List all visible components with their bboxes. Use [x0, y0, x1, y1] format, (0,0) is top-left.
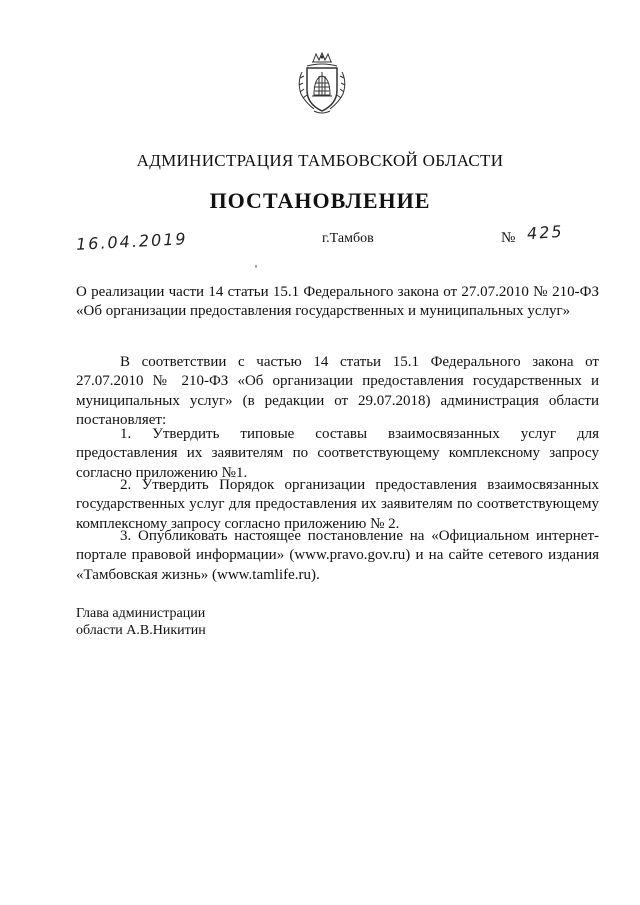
decree-subject: О реализации части 14 статьи 15.1 Федерального закона от 27.07.2010 № 210-ФЗ «Об организации предоставления государственных и муниципальных услуг»: [76, 284, 599, 320]
document-type-title: ПОСТАНОВЛЕНИЕ: [209, 188, 431, 213]
document-number: 425: [526, 221, 565, 244]
scan-speck: [255, 265, 257, 268]
document-date: 16.04.2019: [75, 229, 189, 254]
decree-item-3: 3. Опубликовать настоящее постановление на «Официальном интернет-портале правовой информации» (www.pravo.gov.ru) и на сайте сетевого издания «Тамбовская жизнь» (www.tamlife.ru).: [76, 528, 599, 583]
signature-block: [76, 605, 206, 639]
decree-item-2: 2. Утвердить Порядок организации предоставления взаимосвязанных государственных услуг для предоставления их заявителям по соответствующему комплексному запросу согласно приложению № 2.: [76, 477, 599, 532]
signature-name: области А.В.Никитин: [76, 623, 206, 638]
signature-position: Глава администрации: [76, 606, 206, 621]
document-city: г.Тамбов: [322, 231, 374, 246]
decree-item-1: 1. Утвердить типовые составы взаимосвязанных услуг для предоставления их заявителям по соответствующему комплексному запросу согласно приложению №1.: [76, 426, 599, 481]
agency-name: АДМИНИСТРАЦИЯ ТАМБОВСКОЙ ОБЛАСТИ: [136, 151, 504, 170]
document-number-label: №: [501, 230, 516, 246]
tambov-coat-of-arms-icon: [295, 52, 349, 116]
decree-preamble: В соответствии с частью 14 статьи 15.1 Федерального закона от 27.07.2010 № 210-ФЗ «Об организации предоставления государственных и муниципальных услуг» (в редакции от 29.07.2018) администрация области постановляет:: [76, 354, 599, 428]
